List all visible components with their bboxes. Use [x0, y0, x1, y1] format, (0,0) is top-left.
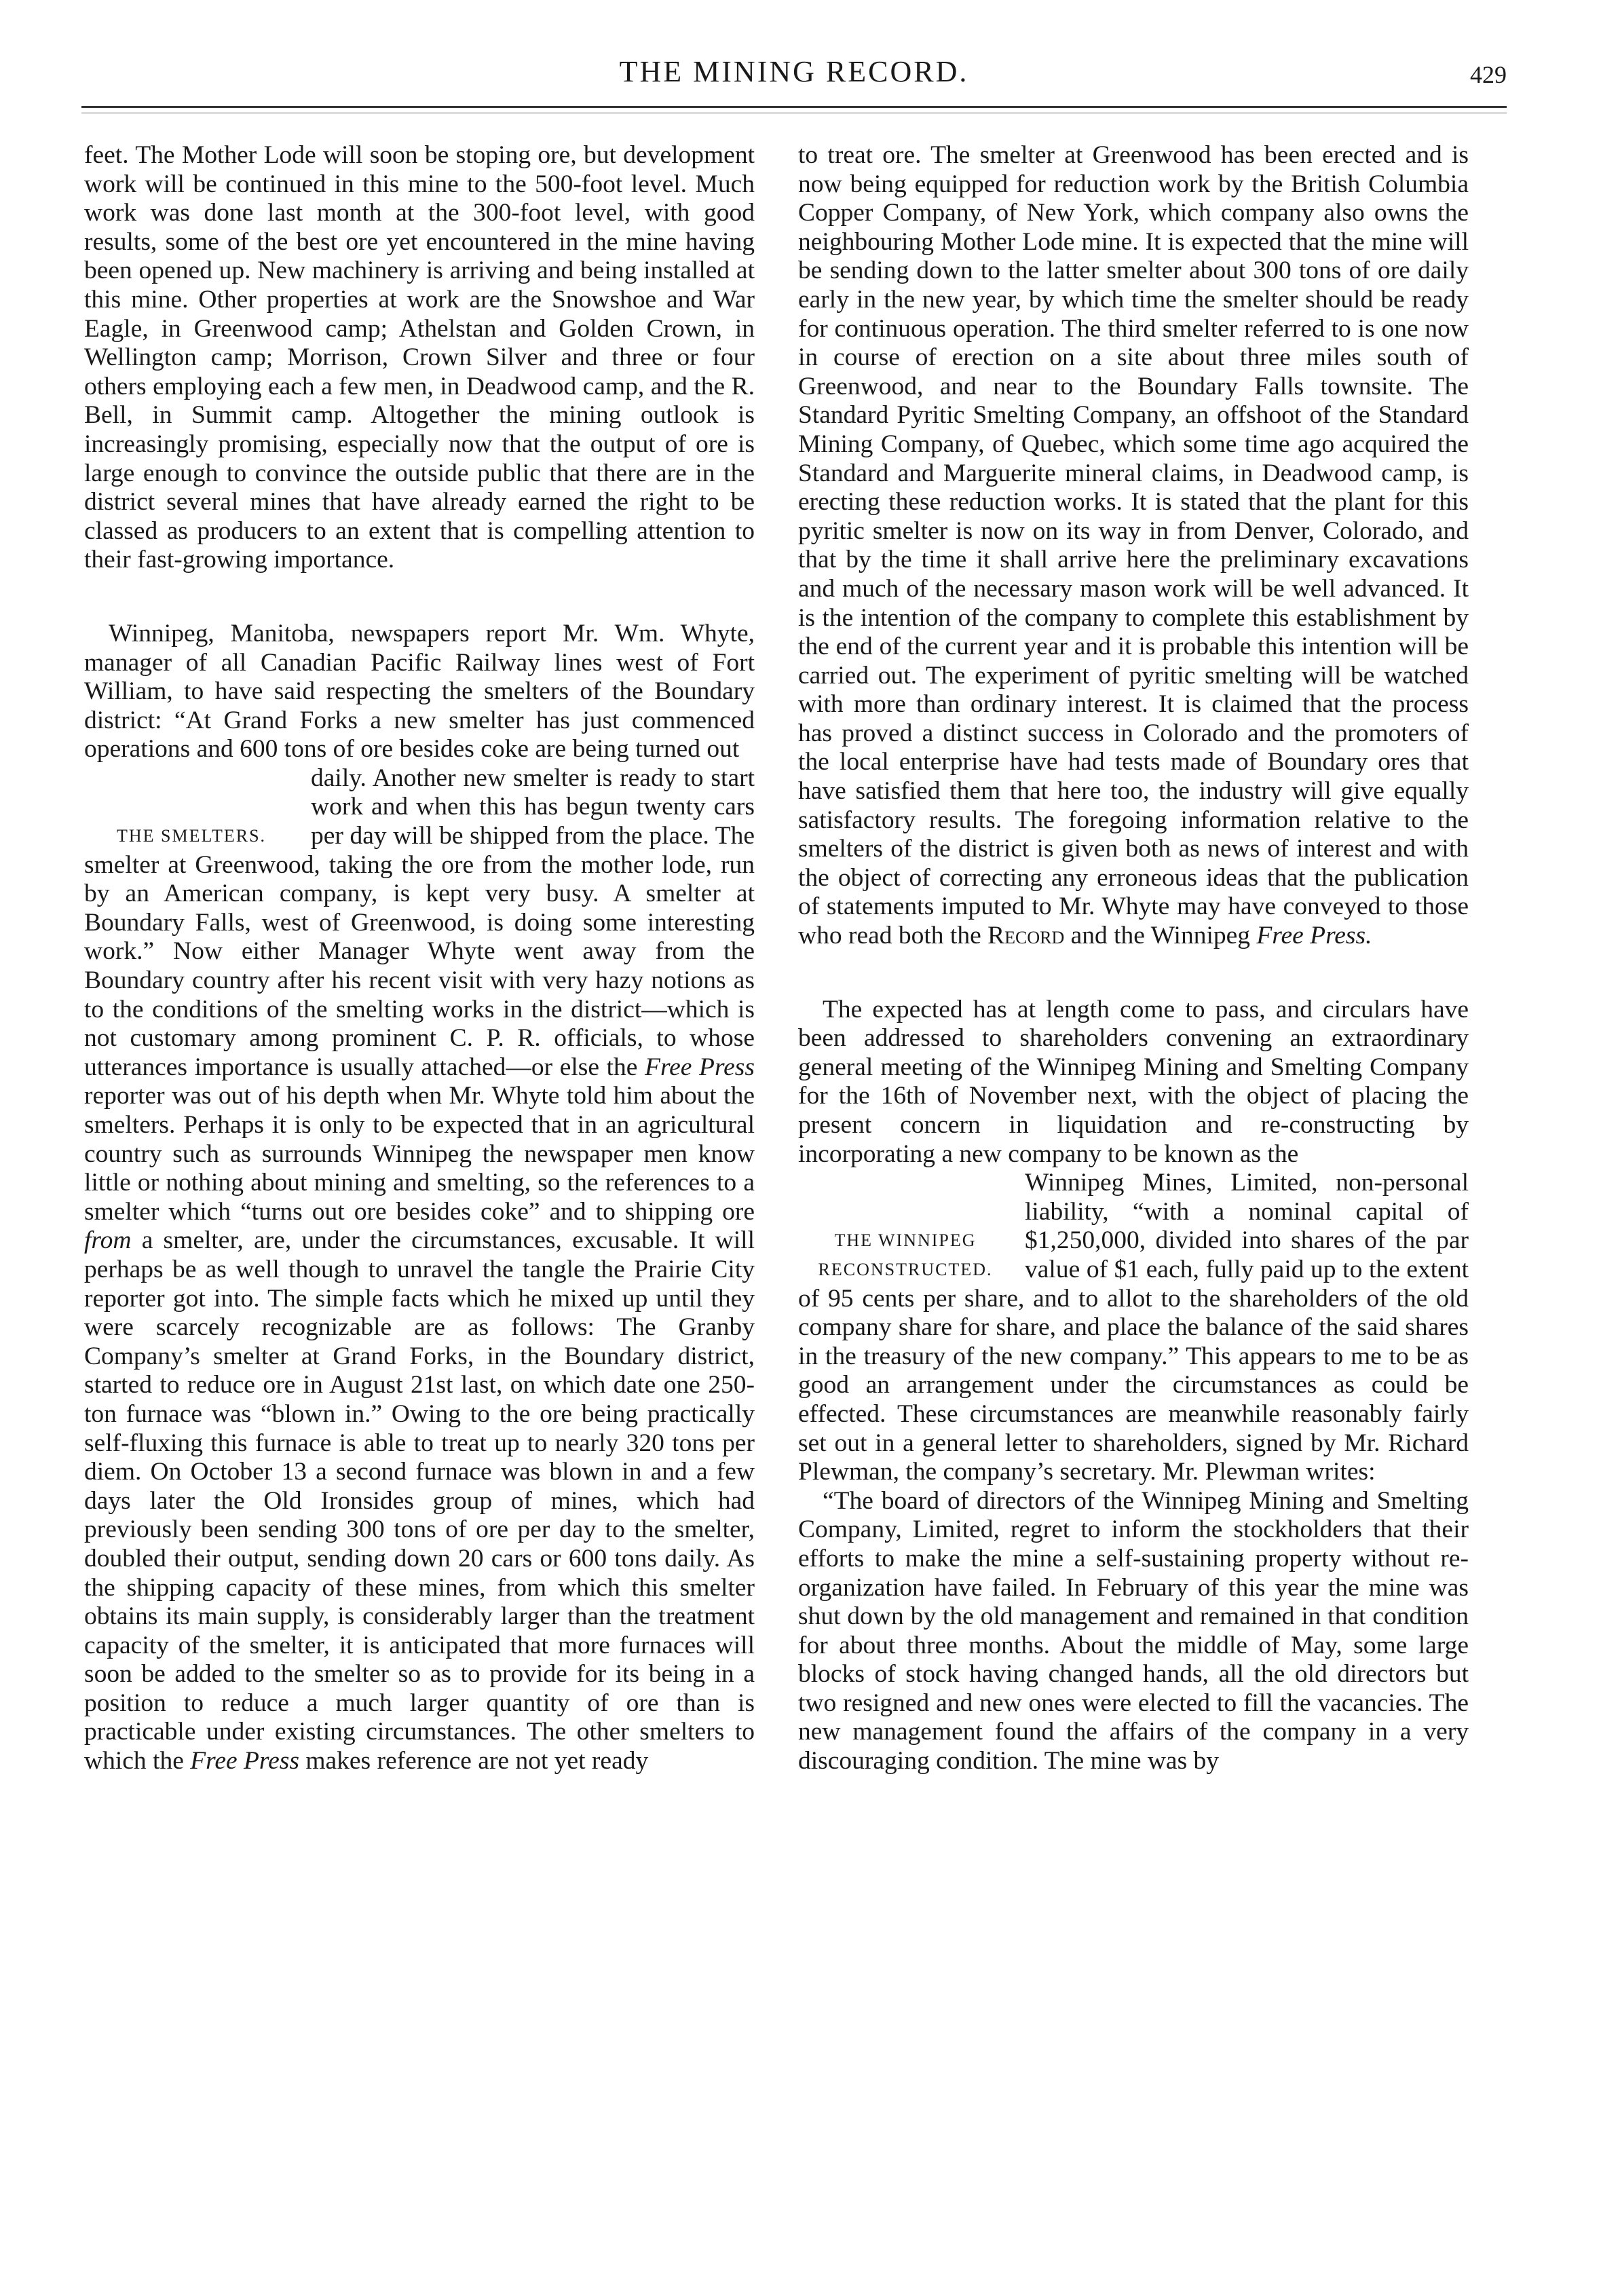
- winnipeg-text-a: The expected has at length come to pass, and circulars have been addressed to shareholders convening an extraordinary general meeting of the Winnipeg Mining and Smelting Company for the 16th of November next, with the object of placing the present concern in liquidation and re-constructing by incorporating a new company to be known as the: [798, 995, 1469, 1168]
- greenwood-text-b: and the Winnipeg: [1070, 922, 1251, 950]
- left-column: [84, 141, 755, 2232]
- smelters-text-c: reporter was out of his depth when Mr. Whyte told him about the smelters. Perhaps it is only to be expected that in an agricultural country such as surrounds Winnipeg the newspaper men know little or nothing about mining and smelting, so the references to a smelter which “turns out ore besides coke” and to shipping ore: [84, 1082, 755, 1226]
- sidenote-winnipeg-reconstructed: THE WINNIPEG RECONSTRUCTED.: [818, 1230, 993, 1279]
- right-paragraph-winnipeg-intro: [798, 996, 1469, 1169]
- smelters-text-e: makes reference are not yet ready: [305, 1747, 649, 1775]
- running-head: [81, 53, 1507, 100]
- winnipeg-sidenote-block: [798, 1169, 1469, 1487]
- free-press-italic-1: Free Press: [645, 1053, 755, 1081]
- greenwood-text-a: to treat ore. The smelter at Greenwood has been erected and is now being equipped for reduction work by the British Columbia Copper Company, of New York, which company also owns the neighbouring Mother Lode mine. It is expected that the mine will be sending down to the latter smelter about 300 tons of ore daily early in the new year, by which time the smelter should be ready for continuous operation. The third smelter referred to is one now in course of erection on a site about three miles south of Greenwood, and near to the Boundary Falls townsite. The Standard Pyritic Smelting Company, an offshoot of the Standard Mining Company, of Quebec, which some time ago acquired the Standard and Marguerite mineral claims, in Deadwood camp, is erecting these reduction works. It is stated that the plant for this pyritic smelter is now on its way in from Denver, Colorado, and that by the time it shall arrive here the preliminary excavations and much of the necessary mason work will be well advanced. It is the intention of the company to complete this establishment by the end of the current year and it is probable this intention will be carried out. The experiment of pyritic smelting will be watched with more than ordinary interest. It is claimed that the process has proved a distinct success in Colorado and the promoters of the local enterprise have had tests made of Boundary ores that have satisfied them that here too, the industry will give equally satisfactory results. The foregoing information relative to the smelters of the district is given both as news of interest and with the object of correcting any erroneous ideas that the publication of statements imputed to Mr. Whyte may have conveyed to those who read both the: [798, 141, 1469, 950]
- sidenote-the-smelters: THE SMELTERS.: [116, 826, 267, 846]
- smelters-text-a: Winnipeg, Manitoba, newspapers report Mr. Wm. Whyte, manager of all Canadian Pacific Railway lines west of Fort William, to have said respecting the smelters of the Boundary district: “At Grand Forks a new smelter has just commenced operations and 600 tons of ore besides coke are being turned out: [84, 619, 755, 764]
- left-paragraph-smelters-intro: [84, 620, 755, 764]
- smelters-text-d: a smelter, are, under the circumstances, excusable. It will perhaps be as well though to unravel the tangle the Prairie City reporter got into. The simple facts which he mixed up until they were scarcely recognizable are as follows: The Granby Company’s smelter at Grand Forks, in the Boundary district, started to reduce ore in August 21st last, on which date one 250-ton furnace was “blown in.” Owing to the ore being practically self-fluxing this furnace is able to treat up to nearly 320 tons per diem. On October 13 a second furnace was blown in and a few days later the Old Ironsides group of mines, which had previously been sending 300 tons of ore per day to the smelter, doubled their output, sending down 20 cars or 600 tons daily. As the shipping capacity of these mines, from which this smelter obtains its main supply, is considerably larger than the treatment capacity of the smelter, it is anticipated that more furnaces will soon be added to the smelter so as to provide for its being in a position to reduce a much larger quantity of ore than is practicable under existing circumstances. The other smelters to which the: [84, 1226, 755, 1775]
- journal-title: THE MINING RECORD.: [619, 55, 969, 88]
- from-italic: from: [84, 1226, 132, 1255]
- right-column: [798, 141, 1469, 2232]
- header-rule-thick: [81, 106, 1507, 108]
- left-paragraph-mother-lode: feet. The Mother Lode will soon be stoping ore, but development work will be continued in this mine to the 500-foot level. Much work was done last month at the 300-foot level, with good results, some of the best ore yet encountered in the mine having been opened up. New machinery is arriving and being installed at this mine. Other properties at work are the Snowshoe and War Eagle, in Greenwood camp; Athelstan and Golden Crown, in Wellington camp; Morrison, Crown Silver and three or four others employing each a few men, in Deadwood camp, and the R. Bell, in Summit camp. Altogether the mining outlook is increasingly promising, especially now that the output of ore is large enough to convince the outside public that there are in the district several mines that have already earned the right to be classed as producers to an extent that is compelling attention to their fast-growing importance.: [84, 141, 755, 574]
- record-smallcaps: Record: [987, 922, 1065, 950]
- smelters-text-b: daily. Another new smelter is ready to start work and when this has begun twenty cars per day will be shipped from the place. The smelter at Greenwood, taking the ore from the mother lode, run by an American company, is kept very busy. A smelter at Boundary Falls, west of Greenwood, is doing some interesting work.” Now either Manager Whyte went away from the Boundary country after his recent visit with very hazy notions as to the conditions of the smelting works in the district—which is not customary among prominent C. P. R. officials, to whose utterances importance is usually attached—or else the: [84, 764, 755, 1081]
- right-paragraph-board-letter: “The board of directors of the Winnipeg Mining and Smelting Company, Limited, regret to inform the stockholders that their efforts to make the mine a self-sustaining property without re-organization have failed. In February of this year the mine was shut down by the old management and remained in that condition for about three months. About the middle of May, some large blocks of stock having changed hands, all the old directors but two resigned and new ones were elected to fill the vacancies. The new management found the affairs of the company in a very discouraging condition. The mine was by: [798, 1486, 1469, 1775]
- smelters-sidenote-block: [84, 764, 755, 1776]
- free-press-italic-2: Free Press: [190, 1747, 299, 1775]
- left-paragraph-smelters-body: [84, 764, 755, 1776]
- page-number: 429: [1470, 61, 1507, 88]
- free-press-italic-3: Free Press.: [1256, 922, 1372, 950]
- right-paragraph-greenwood: [798, 141, 1469, 951]
- right-paragraph-winnipeg-body: Winnipeg Mines, Limited, non-personal liability, “with a nominal capital of $1,250,000, divided into shares of the par value of $1 each, fully paid up to the extent of 95 cents per share, and to allot to the shareholders of the old company share for share, and place the balance of the said shares in the treasury of the new company.” This appears to me to be as good an arrangement under the circumstances as could be effected. These circumstances are meanwhile reasonably fairly set out in a general letter to shareholders, signed by Mr. Richard Plewman, the company’s secretary. Mr. Plewman writes:: [798, 1169, 1469, 1486]
